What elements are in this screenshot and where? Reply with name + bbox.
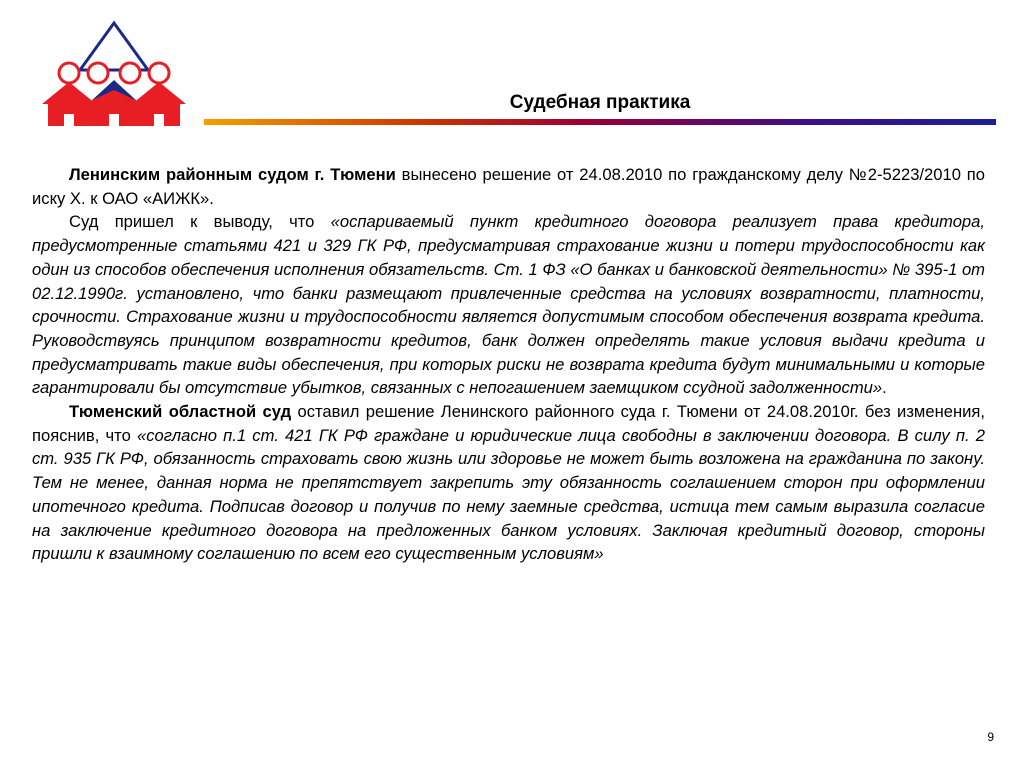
title-underline-bar <box>204 119 996 125</box>
court-name-tyumen-regional: Тюменский областной суд <box>69 402 292 422</box>
body-text <box>32 163 985 566</box>
paragraph-text: оставил решение Ленинского районного суда г. Тюмени от 24.08.2010г. без изменения, пояснив, что <box>32 402 985 445</box>
paragraph-court-conclusion <box>32 210 985 400</box>
paragraph-text: Суд пришел к выводу, что <box>69 212 331 232</box>
aizhk-logo-people-icon <box>40 20 188 132</box>
court-quote: «согласно п.1 ст. 421 ГК РФ граждане и юридические лица свободны в заключении договора. В силу п. 2 ст. 935 ГК РФ, обязанность страховать свою жизнь или здоровье не может быть возложена на гражданина по закону. Тем не менее, данная норма не препятствует закрепить эту обязанность соглашением сторон при оформлении ипотечного кредита. Подписав договор и получив по нему заемные средства, истица тем самым выразила согласие на заключение кредитного договора на предложенных банком условиях. Заключая кредитный договор, стороны пришли к взаимному соглашению по всем его существенным условиям» <box>32 425 985 564</box>
paragraph-leninsky-court <box>32 163 985 210</box>
paragraph-text: . <box>882 378 887 398</box>
page-number: 9 <box>987 730 994 744</box>
paragraph-regional-court <box>32 400 985 566</box>
paragraph-text: вынесено решение от 24.08.2010 по гражданскому делу №2-5223/2010 по иску Х. к ОАО «АИЖК». <box>32 165 985 208</box>
court-quote: «оспариваемый пункт кредитного договора реализует права кредитора, предусмотренные статьями 421 и 329 ГК РФ, предусматривая страхование жизни и потери трудоспособности как один из способов обеспечения исполнения обязательств. Ст. 1 ФЗ «О банках и банковской деятельности» № 395-1 от 02.12.1990г. установлено, что банки размещают привлеченные средства на условиях возвратности, платности, срочности. Страхование жизни и трудоспособности является допустимым способом обеспечения возврата кредита. Руководствуясь принципом возвратности кредитов, банк должен определять такие условия выдачи кредита и предусматривать такие виды обеспечения, при которых риски не возврата кредита будут минимальными и которые гарантировали бы отсутствие убытков, связанных с непогашением заемщиком ссудной задолженности» <box>32 212 985 398</box>
slide-title: Судебная практика <box>509 92 691 113</box>
court-name-leninsky: Ленинским районным судом г. Тюмени <box>69 165 396 184</box>
